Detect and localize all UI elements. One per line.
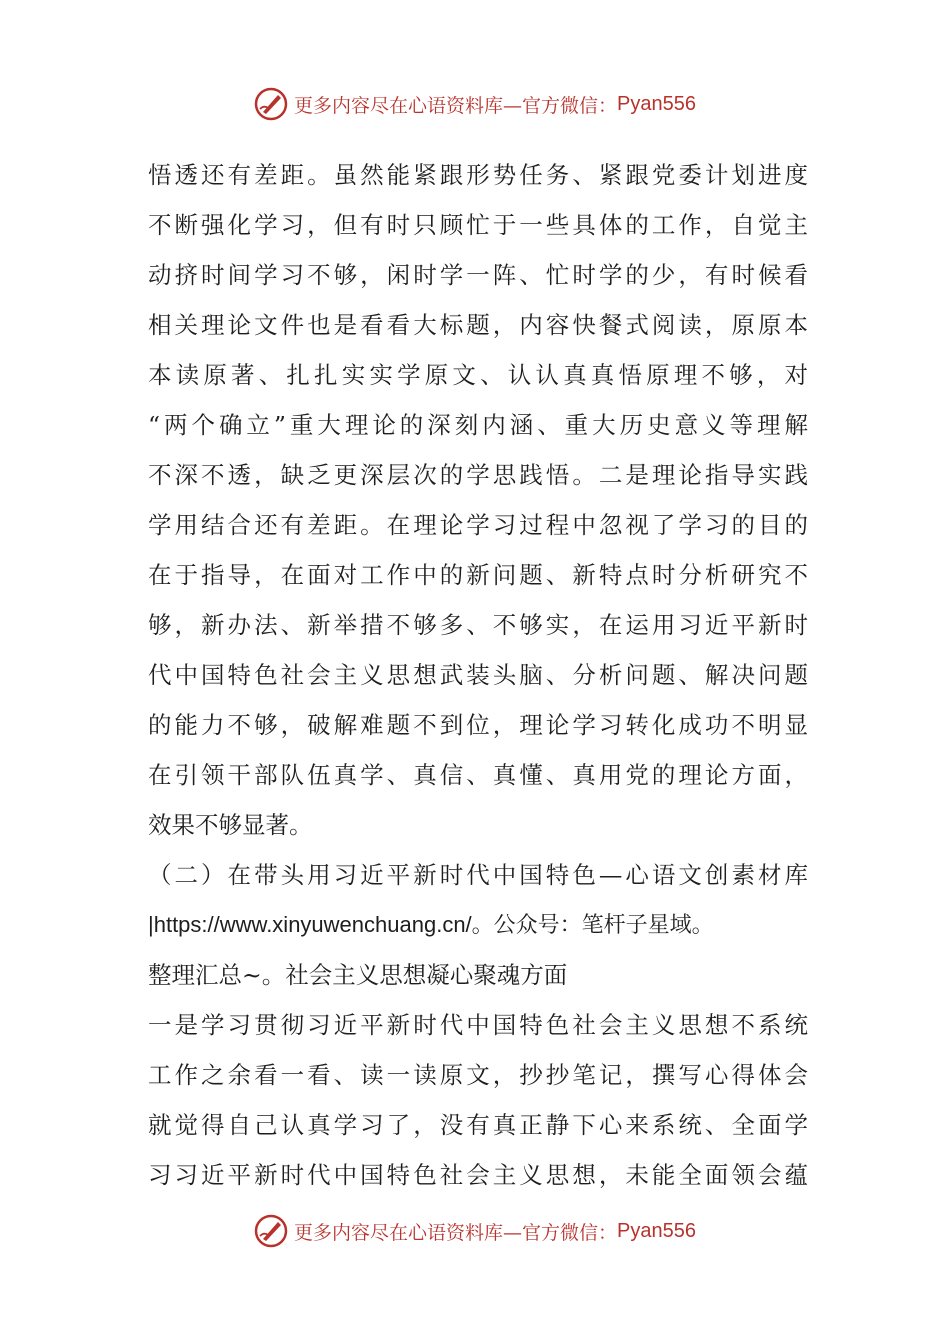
text-line: 悟透还有差距。虽然能紧跟形势任务、紧跟党委计划进度 [148,161,808,189]
pen-logo-icon [254,87,288,121]
text-line: 不深不透，缺乏更深层次的学思践悟。二是理论指导实践 [148,461,808,489]
text-line: 学用结合还有差距。在理论学习过程中忽视了学习的目的 [148,511,808,539]
text-line: 不断强化学习，但有时只顾忙于一些具体的工作，自觉主 [148,211,808,239]
text-line: 工作之余看一看、读一读原文，抄抄笔记，撰写心得体会 [148,1061,808,1089]
text-line: 在于指导，在面对工作中的新问题、新特点时分析研究不 [148,561,808,589]
text-line: 习习近平新时代中国特色社会主义思想，未能全面领会蕴 [148,1161,808,1189]
text-line: 在引领干部队伍真学、真信、真懂、真用党的理论方面， [148,761,808,789]
text-line: 就觉得自己认真学习了，没有真正静下心来系统、全面学 [148,1111,808,1139]
text-line: 效果不够显著。 [148,811,313,839]
text-line: 的能力不够，破解难题不到位，理论学习转化成功不明显 [148,711,808,739]
text-line: 动挤时间学习不够，闲时学一阵、忙时学的少，有时候看 [148,261,808,289]
text-line: 一是学习贯彻习近平新时代中国特色社会主义思想不系统 [148,1011,808,1039]
document-body [148,150,808,1200]
pen-logo-icon [254,1214,288,1248]
text-line: 整理汇总~。社会主义思想凝心聚魂方面 [148,961,568,989]
text-line: “两个确立”重大理论的深刻内涵、重大历史意义等理解 [148,411,808,439]
footer-text: 更多内容尽在心语资料库—官方微信： [294,1221,618,1244]
text-line: 代中国特色社会主义思想武装头脑、分析问题、解决问题 [148,661,808,689]
text-line: 够，新办法、新举措不够多、不够实，在运用习近平新时 [148,611,808,639]
header-text: 更多内容尽在心语资料库—官方微信： [294,94,618,117]
header-banner [0,84,950,124]
source-url-line: |https://www.xinyuwenchuang.cn/。公众号：笔杆子星域。 [148,912,714,937]
header-wechat-id: Pyan556 [617,92,696,115]
footer-banner [0,1211,950,1251]
footer-wechat-id: Pyan556 [617,1219,696,1242]
section-heading-line: （二）在带头用习近平新时代中国特色—心语文创素材库 [148,861,808,889]
text-line: 本读原著、扎扎实实学原文、认认真真悟原理不够，对 [148,361,808,389]
text-line: 相关理论文件也是看看大标题，内容快餐式阅读，原原本 [148,311,808,339]
